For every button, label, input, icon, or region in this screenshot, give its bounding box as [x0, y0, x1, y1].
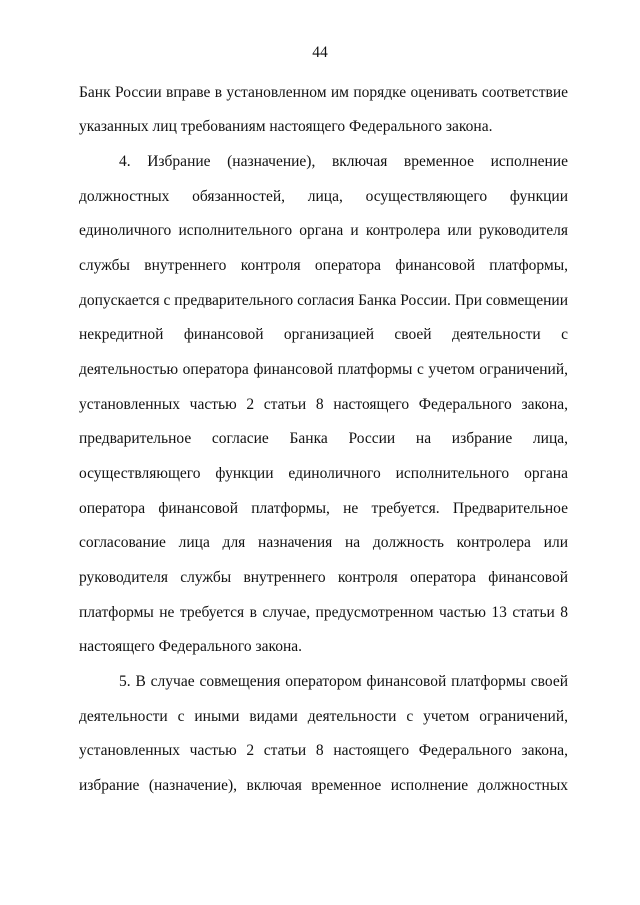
paragraph-2-line-9: предварительное согласие Банка России на избрание лица,: [79, 430, 568, 447]
paragraph-2-line-13: руководителя службы внутреннего контроля оператора финансовой: [79, 569, 568, 586]
paragraph-2-line-15: настоящего Федерального закона.: [79, 638, 303, 655]
paragraph-3-line-2: деятельности с иными видами деятельности с учетом ограничений,: [79, 708, 568, 725]
paragraph-3-line-4: избрание (назначение), включая временное исполнение должностных: [79, 777, 568, 794]
paragraph-3-line-1: 5. В случае совмещения оператором финансовой платформы своей: [119, 673, 568, 690]
paragraph-2-line-7: деятельностью оператора финансовой платформы с учетом ограничений,: [79, 361, 568, 378]
page-number: 44: [312, 44, 328, 61]
paragraph-2-line-11: оператора финансовой платформы, не требуется. Предварительное: [79, 500, 568, 517]
paragraph-2-line-4: службы внутреннего контроля оператора финансовой платформы,: [79, 257, 568, 274]
paragraph-2-line-2: должностных обязанностей, лица, осуществляющего функции: [79, 188, 568, 205]
paragraph-1-line-1: Банк России вправе в установленном им порядке оценивать соответствие: [79, 84, 568, 101]
paragraph-2-line-6: некредитной финансовой организацией своей деятельности с: [79, 326, 568, 343]
paragraph-2-line-5: допускается с предварительного согласия Банка России. При совмещении: [79, 292, 568, 309]
paragraph-1-line-2: указанных лиц требованиям настоящего Федерального закона.: [79, 118, 493, 135]
paragraph-2-line-1: 4. Избрание (назначение), включая временное исполнение: [119, 153, 568, 170]
paragraph-2-line-8: установленных частью 2 статьи 8 настоящего Федерального закона,: [79, 396, 568, 413]
paragraph-2-line-3: единоличного исполнительного органа и контролера или руководителя: [79, 222, 568, 239]
paragraph-3-line-3: установленных частью 2 статьи 8 настоящего Федерального закона,: [79, 742, 568, 759]
paragraph-2-line-14: платформы не требуется в случае, предусмотренном частью 13 статьи 8: [79, 604, 568, 621]
paragraph-2-line-12: согласование лица для назначения на должность контролера или: [79, 534, 568, 551]
paragraph-2-line-10: осуществляющего функции единоличного исполнительного органа: [79, 465, 568, 482]
